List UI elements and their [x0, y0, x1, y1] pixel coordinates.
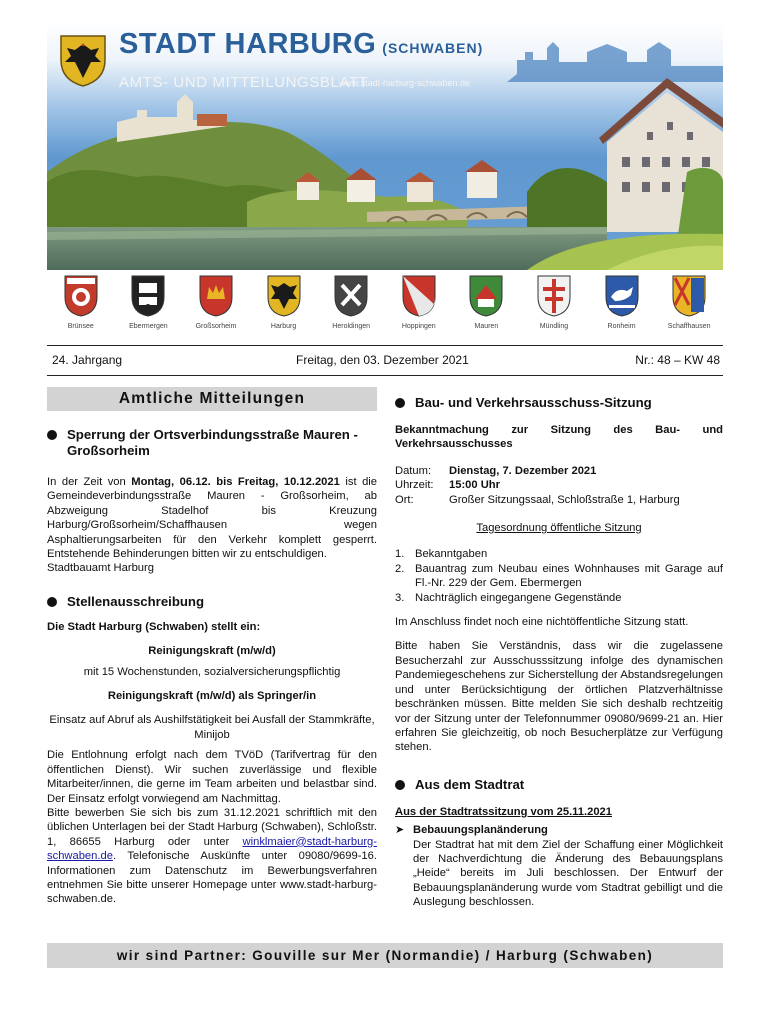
district-bruensee: Brünsee: [47, 275, 115, 339]
council-item: [395, 823, 723, 909]
partner-footer: wir sind Partner: Gouville sur Mer (Normandie) / Harburg (Schwaben): [47, 943, 723, 968]
agenda-title: Tagesordnung öffentliche Sitzung: [476, 522, 642, 535]
job-lead: Die Stadt Harburg (Schwaben) stellt ein:: [47, 620, 261, 633]
bruensee-arms-icon: [64, 275, 98, 317]
paper-website: www.stadt-harburg-schwaben.de: [339, 78, 471, 88]
district-heroldingen: K Heroldingen: [317, 275, 385, 339]
paper-subtitle: AMTS- UND MITTEILUNGSBLATT: [119, 74, 369, 91]
harburg-coat-of-arms-icon: [61, 36, 105, 86]
section-title-official: Amtliche Mitteilungen: [47, 387, 377, 411]
meeting-time: 15:00 Uhr: [449, 479, 500, 492]
job-pay-text: Die Entlohnung erfolgt nach dem TVöD (Tarifvertrag für den öffentlichen Dienst). Wir suchen zuverlässige und flexible Mitarbeiter/innen, die gerne im Team arbeiten und belastbar sind. Der Einsatz erfolgt vorwiegend am Nachmittag.: [47, 749, 377, 805]
closure-signature: Stadtbauamt Harburg: [47, 562, 154, 575]
council-heading: Aus dem Stadtrat: [395, 777, 723, 793]
council-item-text: Der Stadtrat hat mit dem Ziel der Schaffung einer Möglichkeit der Nachverdichtung die Änderung des Bebauungsplans „Heide“ bereits im Juli beschlossen. Der Entwurf der Bebauungsplanänderung wurde vom Stadtrat gebilligt und die Auslegung beschlossen.: [413, 838, 723, 909]
district-mauren: Mauren: [453, 275, 521, 339]
masthead-banner: [47, 22, 723, 270]
meeting-details: Datum: Dienstag, 7. Dezember 2021 Uhrzeit: 15:00 Uhr Ort: Großer Sitzungssaal, Schloßstraße 1, Harburg: [395, 464, 680, 506]
muendling-arms-icon: [537, 275, 571, 317]
committee-heading: Bau- und Verkehrsausschuss-Sitzung: [395, 395, 723, 411]
agenda-list: [395, 547, 723, 605]
district-ebermergen: Ebermergen: [115, 275, 183, 339]
closed-session-note: Im Anschluss findet noch eine nichtöffentliche Sitzung statt.: [395, 616, 689, 629]
agenda-item: 3. Nachträglich eingegangene Gegenstände: [395, 591, 622, 604]
issue-date: Freitag, den 03. Dezember 2021: [296, 353, 469, 367]
district-schaffhausen: Schaffhausen: [655, 275, 723, 339]
harburg-arms-icon: [267, 275, 301, 317]
district-harburg: Harburg: [250, 275, 318, 339]
paper-title: STADT HARBURG (SCHWABEN): [119, 28, 484, 60]
district-hoppingen: Hoppingen: [385, 275, 453, 339]
bottom-rule: [47, 375, 723, 376]
job-position-2: Reinigungskraft (m/w/d) als Springer/in: [107, 690, 317, 703]
meeting-date: Dienstag, 7. Dezember 2021: [449, 464, 597, 477]
agenda-item: 2. Bauantrag zum Neubau eines Wohnhauses mit Garage auf Fl.-Nr. 229 der Gem. Ebermergen: [395, 562, 723, 590]
svg-text:K: K: [347, 290, 356, 304]
job-position-1-detail: mit 15 Wochenstunden, sozialversicherungspflichtig: [83, 665, 341, 678]
closure-heading: Sperrung der Ortsverbindungsstraße Mauren - Großsorheim: [47, 427, 377, 459]
ronheim-arms-icon: [605, 275, 639, 317]
district-ronheim: Ronheim: [588, 275, 656, 339]
job-email-link[interactable]: winklmaier@stadt-harburg-schwaben.de: [47, 835, 377, 863]
bullet-dot-icon: [395, 398, 405, 408]
job-apply-text: Bitte bewerben Sie sich bis zum 31.12.2021 schriftlich mit den üblichen Unterlagen bei der Stadt Harburg (Schwaben), Schloßstr. 1, 86655 Harburg oder unter winklmaier@stadt-harburg-schwaben.de. Telefonische Auskünfte unter 09080/9699-16. Informationen zum Datenschutz im Bewerbungsverfahren entnehmen Sie bitte unserer Homepage unter www.stadt-harburg-schwaben.de.: [47, 806, 377, 906]
bullet-dot-icon: [47, 597, 57, 607]
job-position-1: Reinigungskraft (m/w/d): [148, 645, 276, 658]
council-subheading: Aus der Stadtratssitzung vom 25.11.2021: [395, 805, 612, 818]
mauren-arms-icon: [469, 275, 503, 317]
arrow-bullet-icon: ➤: [395, 824, 405, 837]
hoppingen-arms-icon: [402, 275, 436, 317]
meeting-place: Großer Sitzungssaal, Schloßstraße 1, Harburg: [449, 493, 680, 506]
issue-volume: 24. Jahrgang: [52, 353, 123, 367]
paper-title-suffix: (SCHWABEN): [382, 40, 484, 56]
district-arms-row: [47, 275, 723, 339]
job-heading: Stellenausschreibung: [47, 594, 377, 610]
district-muendling: Mündling: [520, 275, 588, 339]
district-grosssorheim: Großsorheim: [182, 275, 250, 339]
covid-note: Bitte haben Sie Verständnis, dass wir die zugelassene Besucherzahl zur Ausschusssitzung infolge des dynamischen Pandemiegeschehens zur Sicherstellung der Abstandsregelungen und unter Berücksichtigung der örtlichen Platzverhältnisse beschränken müssen. Bitte melden Sie sich deshalb rechtzeitig vor der Sitzung unter der Telefonnummer 09080/9699-21 an. Hier erfahren Sie gleichzeitig, ob noch Besucherplätze zur Verfügung stehen.: [395, 640, 723, 754]
agenda-item: 1. Bekanntgaben: [395, 548, 488, 561]
closure-text: In der Zeit von Montag, 06.12. bis Freitag, 10.12.2021 ist die Gemeindeverbindungsstraße Mauren - Großsorheim, ab Abzweigung Stadelhof bis Kreuzung Harburg/Großsorheim/Schaffhausen wegen Asphaltierungsarbeiten für den Verkehr komplett gesperrt. Entstehende Behinderungen bitten wir zu entschuldigen.: [47, 476, 378, 561]
schaffhausen-arms-icon: [672, 275, 706, 317]
council-item-title: Bebauungsplanänderung: [413, 824, 548, 837]
committee-notice: Bekanntmachung zur Sitzung des Bau- und Verkehrsausschusses: [395, 424, 723, 451]
bullet-dot-icon: [47, 430, 57, 440]
job-position-2-detail: Einsatz auf Abruf als Aushilfstätigkeit bei Ausfall der Stammkräfte, Minijob: [49, 714, 375, 741]
bullet-dot-icon: [395, 780, 405, 790]
grosssorheim-arms-icon: [199, 275, 233, 317]
ebermergen-arms-icon: [131, 275, 165, 317]
right-column: [395, 395, 723, 910]
issue-number: Nr.: 48 – KW 48: [635, 353, 720, 367]
left-column: [47, 387, 377, 907]
heroldingen-arms-icon: [334, 275, 368, 317]
top-rule: [47, 345, 723, 346]
